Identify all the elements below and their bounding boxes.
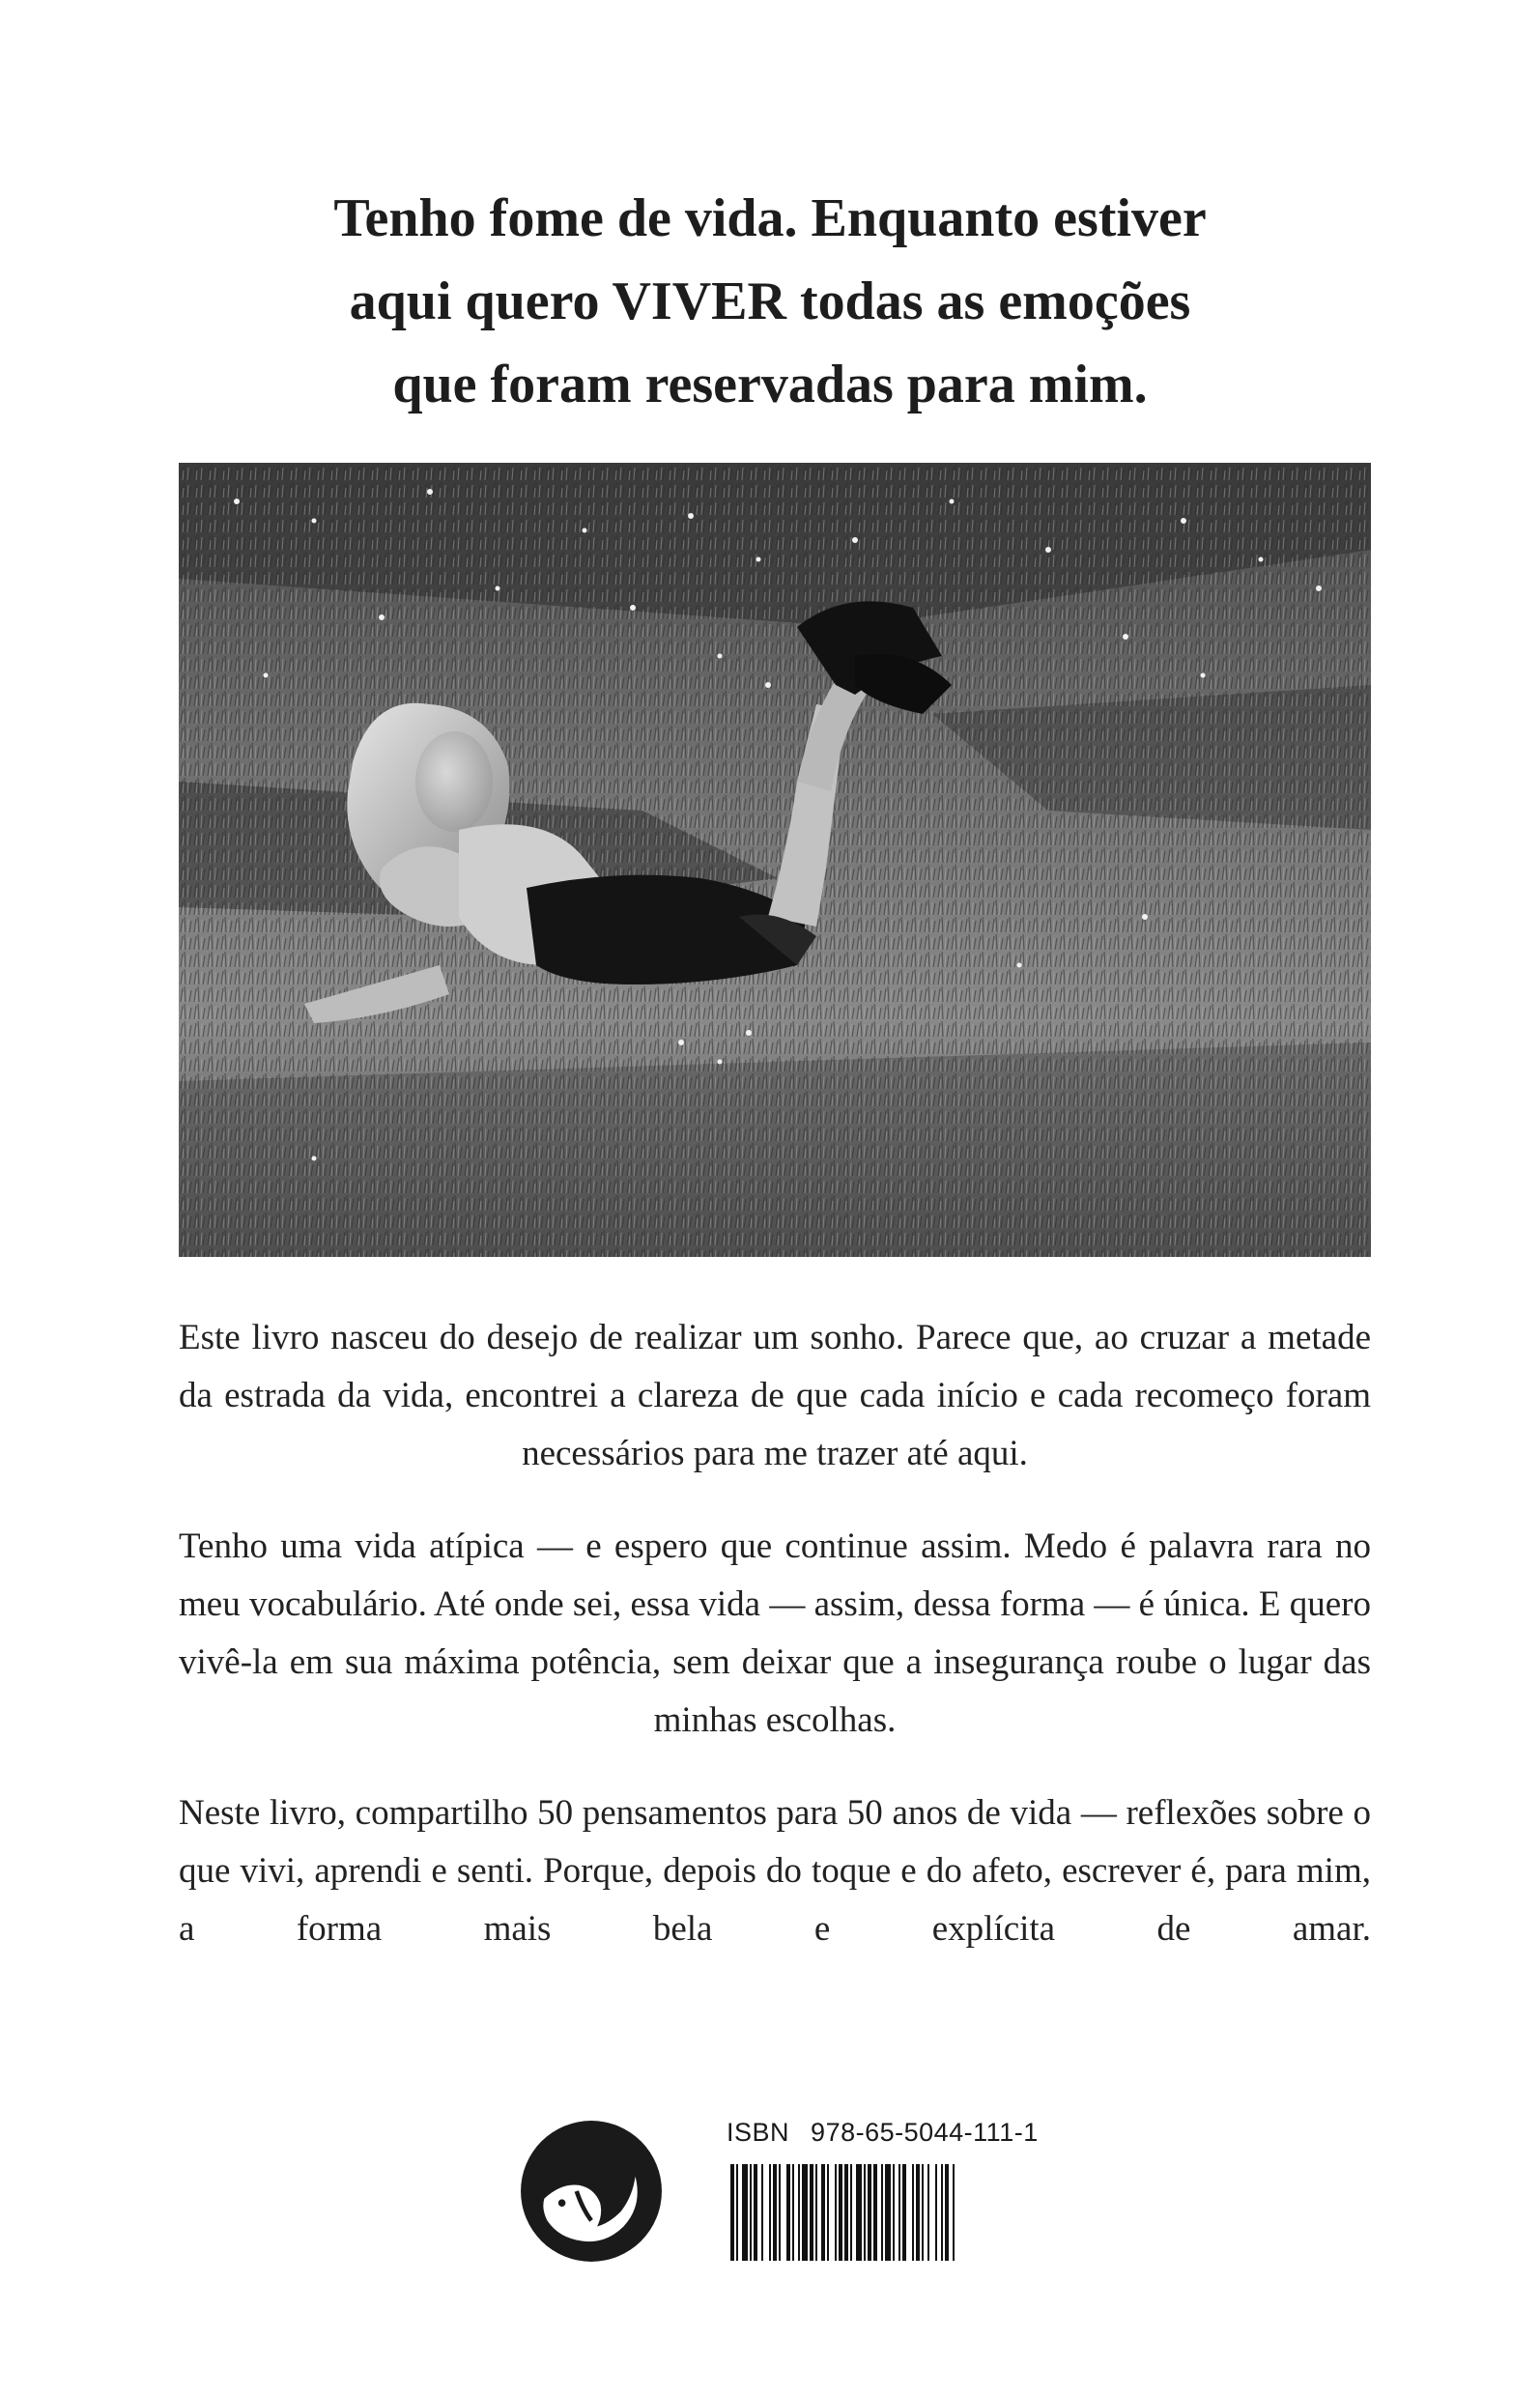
- isbn-block: [727, 2118, 1039, 2263]
- headline: [145, 177, 1395, 426]
- barcode-icon: [730, 2164, 1026, 2261]
- cover-photo: [179, 463, 1371, 1257]
- isbn-label: ISBN: [727, 2118, 790, 2147]
- dog-profile-logo-icon: [518, 2118, 665, 2265]
- headline-line-3: que foram reservadas para mim.: [392, 355, 1148, 414]
- photo-woman-lying-on-grass-icon: [179, 463, 1371, 1257]
- headline-line-2: aqui quero VIVER todas as emoções: [349, 271, 1191, 331]
- back-cover-blurb: [179, 1309, 1371, 1993]
- blurb-paragraph-1: Este livro nasceu do desejo de realizar um sonho. Parece que, ao cruzar a metade da estrada da vida, encontrei a clareza de que cada início e cada recomeço foram necessários para me trazer até aqui.: [179, 1318, 1371, 1473]
- blurb-paragraph-2: Tenho uma vida atípica — e espero que continue assim. Medo é palavra rara no meu vocabulário. Até onde sei, essa vida — assim, dessa forma — é única. E quero vivê-la em sua máxima potência, sem deixar que a insegurança roube o lugar das minhas escolhas.: [179, 1526, 1372, 1740]
- isbn-text: [727, 2118, 1039, 2148]
- blurb-paragraph-3: Neste livro, compartilho 50 pensamentos para 50 anos de vida — reflexões sobre o que vivi, aprendi e senti. Porque, depois do toque e do afeto, escrever é, para mim, a forma mais bela e explícita de amar.: [179, 1793, 1371, 1949]
- isbn-number: 978-65-5044-111-1: [811, 2118, 1039, 2147]
- headline-line-1: Tenho fome de vida. Enquanto estiver: [333, 188, 1207, 248]
